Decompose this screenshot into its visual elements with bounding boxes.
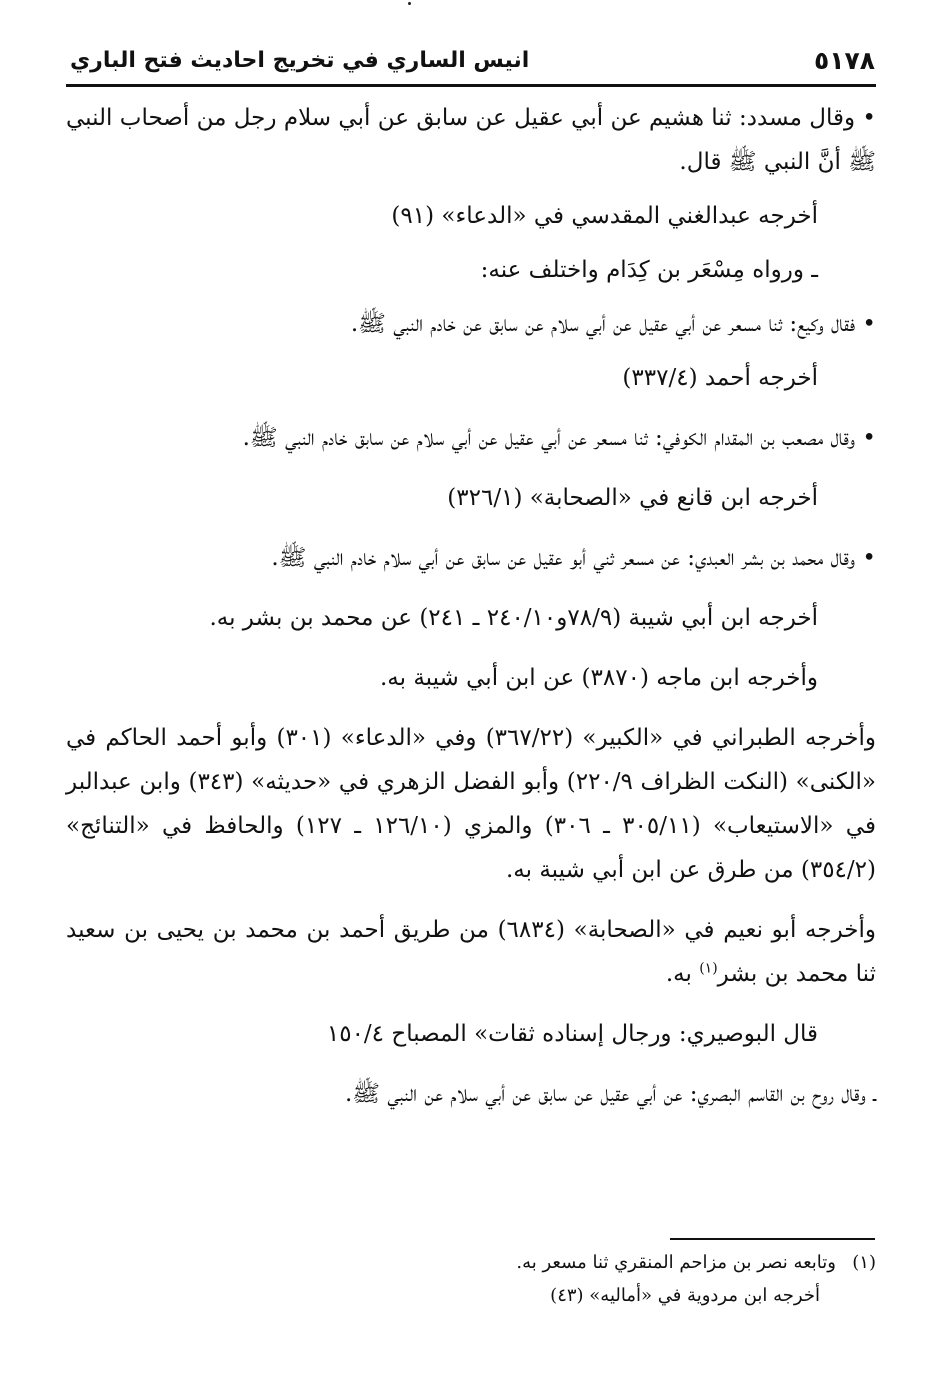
paragraph-takhrij-ibn-abi-shayba: أخرجه ابن أبي شيبة (٧٨/٩و٢٤٠/١٠ ـ ٢٤١) عن محمد بن بشر به.: [209, 605, 818, 631]
footnote-divider: [670, 1238, 875, 1240]
paragraph-busiri: قال البوصيري: ورجال إسناده ثقات» المصباح ١٥٠/٤: [326, 1021, 818, 1047]
footnote-marker[interactable]: (١): [699, 960, 718, 977]
page-header: [70, 38, 875, 82]
paragraph-takhrij-ahmad: أخرجه أحمد (٣٣٧/٤): [622, 365, 818, 391]
abu-nuaym-tail: به.: [665, 961, 700, 987]
main-text: [66, 96, 876, 1116]
paragraph-takhrij-ibn-majah: وأخرجه ابن ماجه (٣٨٧٠) عن ابن أبي شيبة به.: [379, 665, 818, 691]
paragraph-rawh: ـ وقال روح بن القاسم البصري: عن أبي عقيل عن سابق عن أبي سلام عن النبي ﷺ.: [344, 1081, 876, 1107]
paragraph-takhrij-abu-nuaym: [66, 908, 876, 996]
header-divider: [66, 84, 876, 87]
footnote-1-text: وتابعه نصر بن مزاحم المنقري ثنا مسعر به.: [516, 1252, 836, 1273]
page-number: ٥١٧٨: [813, 45, 875, 75]
footnote-1: [66, 1246, 876, 1279]
paragraph-musaddad: • وقال مسدد: ثنا هشيم عن أبي عقيل عن سابق عن أبي سلام رجل من أصحاب النبي ﷺ أنَّ النبي ﷺ قال.: [66, 105, 876, 175]
running-title: انيس الساري في تخريج احاديث فتح الباري: [70, 47, 530, 73]
footnote-1-continuation: أخرجه ابن مردوية في «أماليه» (٤٣): [550, 1285, 820, 1306]
paragraph-takhrij-abdulghani: أخرجه عبدالغني المقدسي في «الدعاء» (٩١): [391, 203, 818, 229]
footnotes: [66, 1246, 876, 1312]
paragraph-musab: • وقال مصعب بن المقدام الكوفي: ثنا مسعر عن أبي عقيل عن أبي سلام عن سابق خادم النبي ﷺ.: [242, 425, 876, 451]
paragraph-takhrij-tabarani: وأخرجه الطبراني في «الكبير» (٣٦٧/٢٢) وفي «الدعاء» (٣٠١) وأبو أحمد الحاكم في «الكنى» (النكت الظراف ٢٢٠/٩) وأبو الفضل الزهري في «حديثه» (٣٤٣) وابن عبدالبر في «الاستيعاب» (٣٠٥/١١ ـ ٣٠٦) والمزي (١٢٦/١٠ ـ ١٢٧) والحافظ في «التنائج» (٣٥٤/٢) من طرق عن ابن أبي شيبة به.: [66, 725, 877, 883]
footnote-number: (١): [852, 1252, 876, 1273]
paragraph-waki: • فقال وكيع: ثنا مسعر عن أبي عقيل عن أبي سلام عن سابق عن خادم النبي ﷺ.: [350, 311, 876, 337]
page-mark: [408, 2, 411, 5]
paragraph-misar-intro: ـ ورواه مِسْعَر بن كِدَام واختلف عنه:: [480, 257, 818, 283]
paragraph-muhammad-bishr: • وقال محمد بن بشر العبدي: عن مسعر ثني أبو عقيل عن سابق عن أبي سلام خادم النبي ﷺ.: [271, 545, 876, 571]
paragraph-takhrij-ibn-qani: أخرجه ابن قانع في «الصحابة» (٣٢٦/١): [447, 485, 818, 511]
abu-nuaym-text: وأخرجه أبو نعيم في «الصحابة» (٦٨٣٤) من طريق أحمد بن محمد بن يحيى بن سعيد ثنا محمد بن بشر: [66, 917, 876, 987]
